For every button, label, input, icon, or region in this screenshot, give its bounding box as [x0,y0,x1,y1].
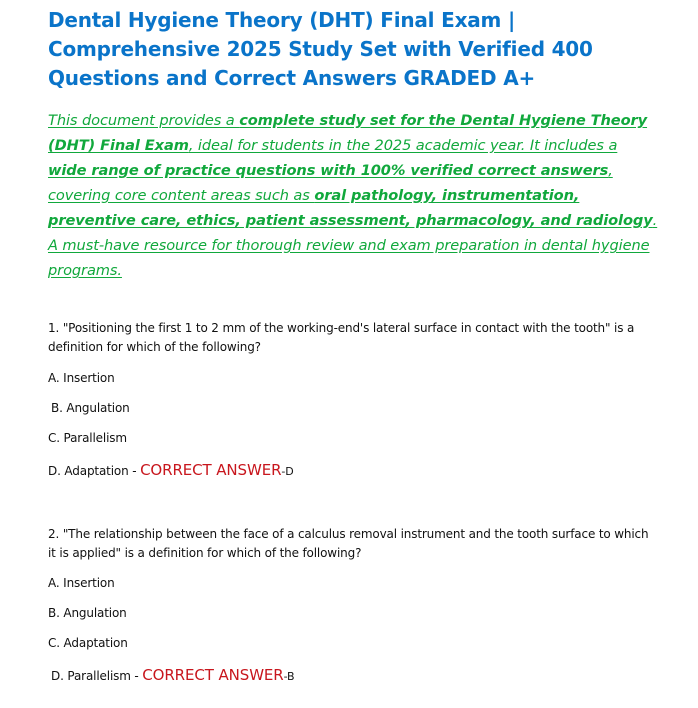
question-1-text: 1. "Positioning the first 1 to 2 mm of the working-end's lateral surface in contact with the tooth" is a definition for which of the following? [48,321,635,354]
question-2-correct-answer-label: CORRECT ANSWER [142,666,284,684]
question-1-option-d [48,462,294,480]
question-1-option-b: B. Angulation [51,401,130,415]
intro-paragraph [48,108,660,283]
intro-text-3: , covering core content areas such as [48,162,613,204]
question-2-option-d-text: D. Parallelism - [51,669,143,683]
question-2-correct-answer-letter: -B [283,670,295,683]
intro-text-2: , ideal for students in the 2025 academic year. It includes a [188,137,618,154]
question-2-option-d [51,667,294,685]
question-1-option-d-text: D. Adaptation - [48,464,141,478]
question-1-option-a: A. Insertion [48,371,115,385]
question-2-text: 2. "The relationship between the face of a calculus removal instrument and the tooth surface to which it is applied" is a definition for which of the following? [48,527,649,560]
question-1-correct-answer-letter: -D [281,465,294,478]
intro-bold-2: wide range of practice questions with 100% verified correct answers [48,162,609,179]
intro-bold-3: oral pathology, instrumentation, preventive care, ethics, patient assessment, pharmacology, and radiology [48,187,653,229]
question-1-correct-answer-label: CORRECT ANSWER [140,461,282,479]
intro-text-1: This document provides a [48,112,240,129]
question-2-option-c: C. Adaptation [48,636,128,650]
question-1-option-c: C. Parallelism [48,431,127,445]
intro-bold-1: complete study set for the Dental Hygiene Theory (DHT) Final Exam [48,112,648,154]
document-title: Dental Hygiene Theory (DHT) Final Exam | Comprehensive 2025 Study Set with Verified 400 Questions and Correct Answers GRADED A+ [48,8,593,90]
intro-text-4: . A must-have resource for thorough review and exam preparation in dental hygiene programs. [48,212,658,279]
question-2-option-b: B. Angulation [48,606,127,620]
question-2-option-a: A. Insertion [48,576,115,590]
